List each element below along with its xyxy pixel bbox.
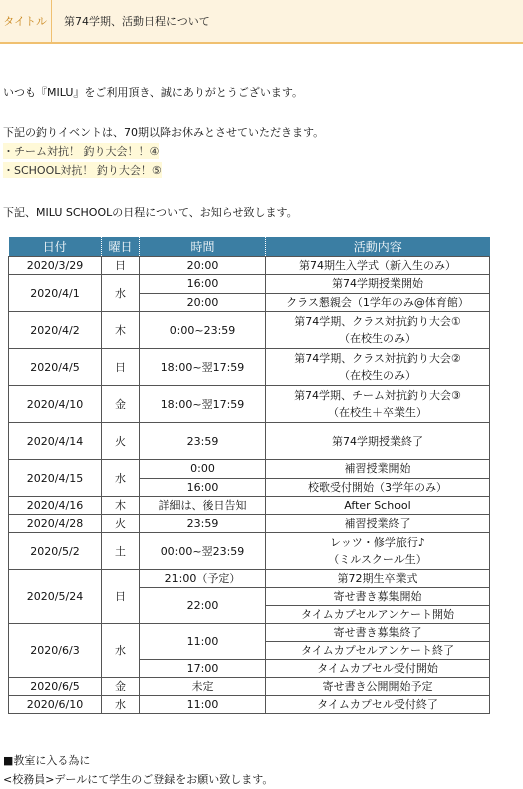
column-header-date: 日付	[9, 237, 102, 257]
day-cell: 水	[102, 275, 140, 312]
time-cell: 16:00	[140, 275, 266, 294]
activity-cell: 第74学期授業終了	[266, 423, 490, 460]
day-cell: 日	[102, 570, 140, 624]
time-cell: 16:00	[140, 478, 266, 497]
date-cell: 2020/5/24	[9, 570, 102, 624]
date-cell: 2020/4/2	[9, 312, 102, 349]
time-cell: 17:00	[140, 660, 266, 678]
day-cell: 金	[102, 678, 140, 696]
day-cell: 火	[102, 423, 140, 460]
day-cell: 水	[102, 460, 140, 497]
date-cell: 2020/6/5	[9, 678, 102, 696]
time-cell: 21:00（予定）	[140, 570, 266, 588]
activity-cell	[266, 386, 490, 423]
activity-line: 第74学期、チーム対抗釣り大会③	[294, 389, 461, 402]
time-cell: 11:00	[140, 696, 266, 714]
table-row	[9, 423, 490, 460]
day-cell: 日	[102, 257, 140, 275]
table-row	[9, 678, 490, 696]
activity-line: レッツ・修学旅行♪	[330, 536, 425, 549]
notice-text: 下記の釣りイベントは、70期以降お休みとさせていただきます。	[3, 126, 325, 139]
column-header-activity: 活動内容	[266, 237, 490, 257]
column-header-time: 時間	[140, 237, 266, 257]
time-cell: 23:59	[140, 515, 266, 533]
activity-cell: 第72期生卒業式	[266, 570, 490, 588]
activity-cell: After School	[266, 497, 490, 515]
greeting-text: いつも『MILU』をご利用頂き、誠にありがとうございます。	[3, 86, 304, 99]
activity-line: （在校生のみ）	[339, 369, 416, 382]
event-item: ・チーム対抗！ 釣り大会！！④	[3, 145, 160, 158]
schedule-table	[8, 237, 490, 714]
date-cell: 2020/6/3	[9, 624, 102, 678]
time-cell: 未定	[140, 678, 266, 696]
column-header-day: 曜日	[102, 237, 140, 257]
day-cell: 木	[102, 312, 140, 349]
time-cell: 00:00~翌23:59	[140, 533, 266, 570]
time-cell: 23:59	[140, 423, 266, 460]
date-cell: 2020/4/1	[9, 275, 102, 312]
activity-line: 第74学期、クラス対抗釣り大会②	[294, 352, 461, 365]
table-row	[9, 460, 490, 479]
time-cell: 0:00	[140, 460, 266, 479]
table-row	[9, 275, 490, 294]
footer-text: <校務員>デールにて学生のご登録をお願い致します。	[3, 773, 274, 786]
time-cell: 18:00~翌17:59	[140, 386, 266, 423]
time-cell: 20:00	[140, 257, 266, 275]
activity-cell: タイムカプセルアンケート開始	[266, 606, 490, 624]
table-row	[9, 533, 490, 570]
activity-cell: 補習授業終了	[266, 515, 490, 533]
date-cell: 2020/5/2	[9, 533, 102, 570]
activity-cell: タイムカプセルアンケート終了	[266, 642, 490, 660]
day-cell: 木	[102, 497, 140, 515]
date-cell: 2020/4/16	[9, 497, 102, 515]
day-cell: 水	[102, 624, 140, 678]
day-cell: 火	[102, 515, 140, 533]
schedule-intro: 下記、MILU SCHOOLの日程について、お知らせ致します。	[3, 206, 298, 219]
activity-cell: タイムカプセル受付終了	[266, 696, 490, 714]
activity-cell: 補習授業開始	[266, 460, 490, 479]
time-cell: 20:00	[140, 293, 266, 312]
table-row	[9, 257, 490, 275]
date-cell: 2020/4/14	[9, 423, 102, 460]
day-cell: 水	[102, 696, 140, 714]
day-cell: 日	[102, 349, 140, 386]
time-cell: 詳細は、後日告知	[140, 497, 266, 515]
day-cell: 土	[102, 533, 140, 570]
table-row	[9, 312, 490, 349]
table-row	[9, 497, 490, 515]
activity-cell: 寄せ書き募集終了	[266, 624, 490, 642]
activity-line: （在校生のみ）	[339, 332, 416, 345]
activity-line: 第74学期、クラス対抗釣り大会①	[294, 315, 461, 328]
time-cell: 22:00	[140, 588, 266, 624]
date-cell: 2020/4/5	[9, 349, 102, 386]
table-row	[9, 349, 490, 386]
activity-cell	[266, 533, 490, 570]
title-label: タイトル	[0, 0, 52, 44]
page-title: 第74学期、活動日程について	[64, 15, 210, 28]
table-row	[9, 386, 490, 423]
activity-cell: 第74期生入学式（新入生のみ）	[266, 257, 490, 275]
date-cell: 2020/4/15	[9, 460, 102, 497]
time-cell: 0:00~23:59	[140, 312, 266, 349]
activity-line: （在校生＋卒業生）	[328, 406, 427, 419]
time-cell: 18:00~翌17:59	[140, 349, 266, 386]
footer-heading: ■教室に入る為に	[3, 754, 91, 767]
activity-cell: タイムカプセル受付開始	[266, 660, 490, 678]
date-cell: 2020/3/29	[9, 257, 102, 275]
activity-cell	[266, 312, 490, 349]
activity-cell: クラス懇親会（1学年のみ@体育館）	[266, 293, 490, 312]
day-cell: 金	[102, 386, 140, 423]
activity-cell: 寄せ書き募集開始	[266, 588, 490, 606]
activity-line: （ミルスクール生）	[328, 553, 427, 566]
activity-cell	[266, 349, 490, 386]
table-row	[9, 515, 490, 533]
activity-cell: 寄せ書き公開開始予定	[266, 678, 490, 696]
table-header-row	[9, 237, 490, 257]
title-bar	[0, 0, 523, 44]
date-cell: 2020/4/10	[9, 386, 102, 423]
table-row	[9, 624, 490, 642]
time-cell: 11:00	[140, 624, 266, 660]
date-cell: 2020/4/28	[9, 515, 102, 533]
activity-cell: 第74学期授業開始	[266, 275, 490, 294]
event-item: ・SCHOOL対抗！ 釣り大会！⑤	[3, 164, 162, 177]
date-cell: 2020/6/10	[9, 696, 102, 714]
activity-cell: 校歌受付開始（3学年のみ）	[266, 478, 490, 497]
table-row	[9, 570, 490, 588]
table-row	[9, 696, 490, 714]
